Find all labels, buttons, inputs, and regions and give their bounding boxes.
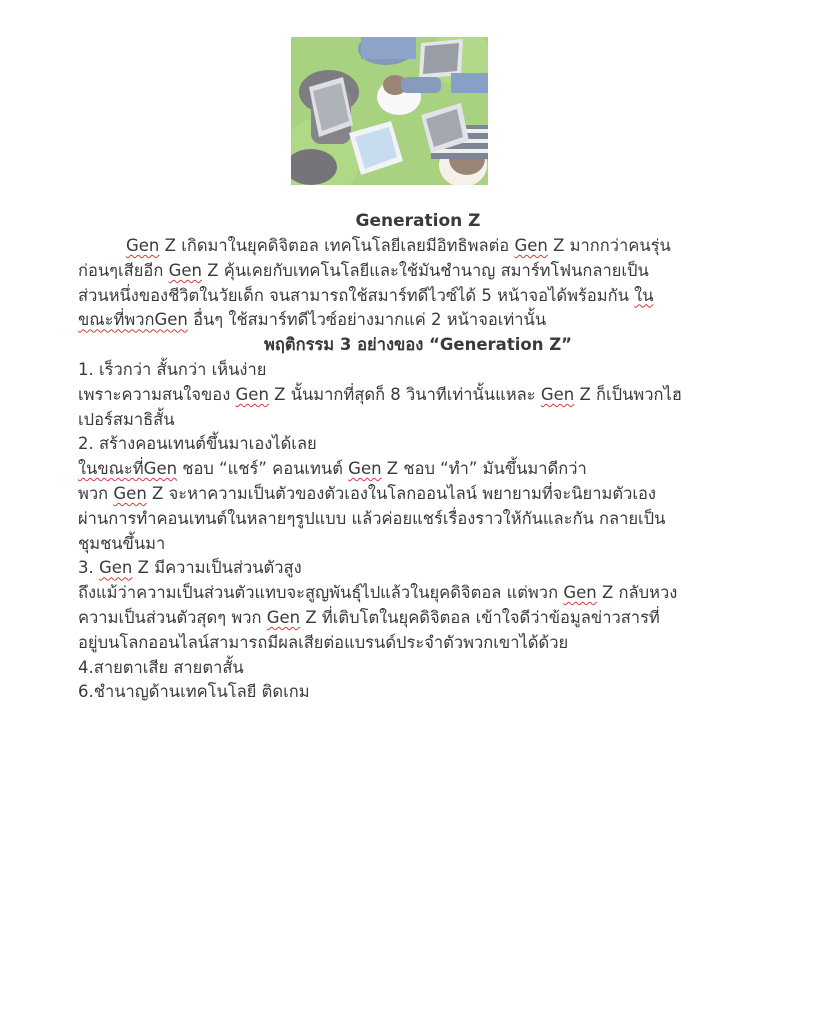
item-heading: 6.ชำนาญด้านเทคโนโลยี ติดเกม: [78, 682, 310, 702]
text-line: อยู่บนโลกออนไลน์สามารถมีผลเสียต่อแบรนด์ประจำตัวพวกเขาได้ด้วย: [78, 632, 569, 652]
spellcheck-word[interactable]: ในขณะที่Gen: [78, 459, 178, 479]
item-heading: 1. เร็วกว่า สั้นกว่า เห็นง่าย: [78, 359, 267, 379]
spellcheck-word[interactable]: Gen: [168, 260, 202, 280]
text-run: Z คุ้นเคยกับเทคโนโลยีและใช้มันชำนาญ สมาร์ทโฟนกลายเป็น: [201, 260, 649, 280]
item-heading: 2. สร้างคอนเทนต์ขึ้นมาเองได้เลย: [78, 434, 317, 454]
text-run: Z มีความเป็นส่วนตัวสูง: [132, 558, 302, 578]
text-run: ชอบ “แชร์” คอนเทนต์: [177, 459, 349, 479]
text-line: [78, 581, 758, 606]
text-line: [78, 482, 758, 507]
spellcheck-word[interactable]: Gen: [514, 236, 548, 255]
item-2: [78, 432, 758, 556]
text-run: อื่นๆ ใช้สมาร์ทดีไวซ์อย่างมากแค่ 2 หน้าจอเท่านั้น: [187, 310, 547, 330]
text-line: [78, 383, 758, 408]
item-3: [78, 556, 758, 655]
spellcheck-word[interactable]: ใน: [634, 285, 654, 305]
text-run: ความเป็นส่วนตัวสุดๆ พวก: [78, 607, 267, 627]
document-title: Generation Z: [355, 211, 481, 231]
section-subtitle: พฤติกรรม 3 อย่างของ “Generation Z”: [264, 335, 572, 355]
text-run: ถึงแม้ว่าความเป็นส่วนตัวแทบจะสูญพันธุ์ไปแล้วในยุคดิจิตอล แต่พวก: [78, 583, 564, 603]
spellcheck-word[interactable]: Gen: [99, 558, 133, 578]
spellcheck-word[interactable]: ขณะที่พวกGen: [78, 310, 188, 330]
text-run: Z จะหาความเป็นตัวของตัวเองในโลกออนไลน์ พยายามที่จะนิยามตัวเอง: [146, 483, 656, 503]
group-laptops-photo: [291, 37, 488, 185]
text-line: เปอร์สมาธิสั้น: [78, 409, 175, 429]
spellcheck-word[interactable]: Gen: [540, 384, 575, 404]
spellcheck-word[interactable]: Gen: [126, 236, 160, 255]
text-run: Z กลับหวง: [596, 583, 678, 603]
spellcheck-word[interactable]: Gen: [113, 483, 147, 503]
spellcheck-word[interactable]: Gen: [348, 459, 382, 479]
text-run: เพราะความสนใจของ: [78, 384, 236, 404]
text-line: [78, 606, 758, 631]
item-1: [78, 358, 758, 432]
text-line: [78, 259, 758, 284]
text-run: ส่วนหนึ่งของชีวิตในวัยเด็ก จนสามารถใช้สมาร์ทดีไวซ์ได้ 5 หน้าจอได้พร้อมกัน: [78, 285, 635, 305]
text-line: [78, 234, 758, 259]
text-run: Z ที่เติบโตในยุคดิจิตอล เข้าใจดีว่าข้อมูลข่าวสารที่: [300, 607, 660, 627]
text-run: Z เกิดมาในยุคดิจิตอล เทคโนโลยีเลยมีอิทธิพลต่อ: [159, 236, 515, 255]
intro-paragraph: [78, 234, 758, 333]
text-line: ผ่านการทำคอนเทนต์ในหลายๆรูปแบบ แล้วค่อยแชร์เรื่องราวให้กันและกัน กลายเป็น: [78, 508, 666, 528]
text-line: [78, 308, 758, 333]
document-body: [78, 208, 758, 705]
text-line: ชุมชนขึ้นมา: [78, 533, 166, 553]
item-heading: 4.สายตาเสีย สายตาสั้น: [78, 657, 244, 677]
spellcheck-word[interactable]: Gen: [563, 583, 597, 603]
text-line: [78, 457, 758, 482]
item-heading: [78, 556, 758, 581]
text-run: ก่อนๆเสียอีก: [78, 260, 169, 280]
item-6: [78, 680, 758, 705]
item-4: [78, 656, 758, 681]
text-run: Z ก็เป็นพวกไฮ: [574, 384, 682, 404]
text-run: Z ชอบ “ทำ” มันขึ้นมาดีกว่า: [381, 459, 587, 479]
text-run: 3.: [78, 558, 99, 578]
text-run: Z มากกว่าคนรุ่น: [547, 236, 671, 255]
spellcheck-word[interactable]: Gen: [235, 384, 269, 404]
text-run: Z นั้นมากที่สุดก็ 8 วินาทีเท่านั้นแหละ: [268, 384, 541, 404]
spellcheck-word[interactable]: Gen: [266, 607, 301, 627]
text-line: [78, 284, 758, 309]
text-run: พวก: [78, 483, 114, 503]
